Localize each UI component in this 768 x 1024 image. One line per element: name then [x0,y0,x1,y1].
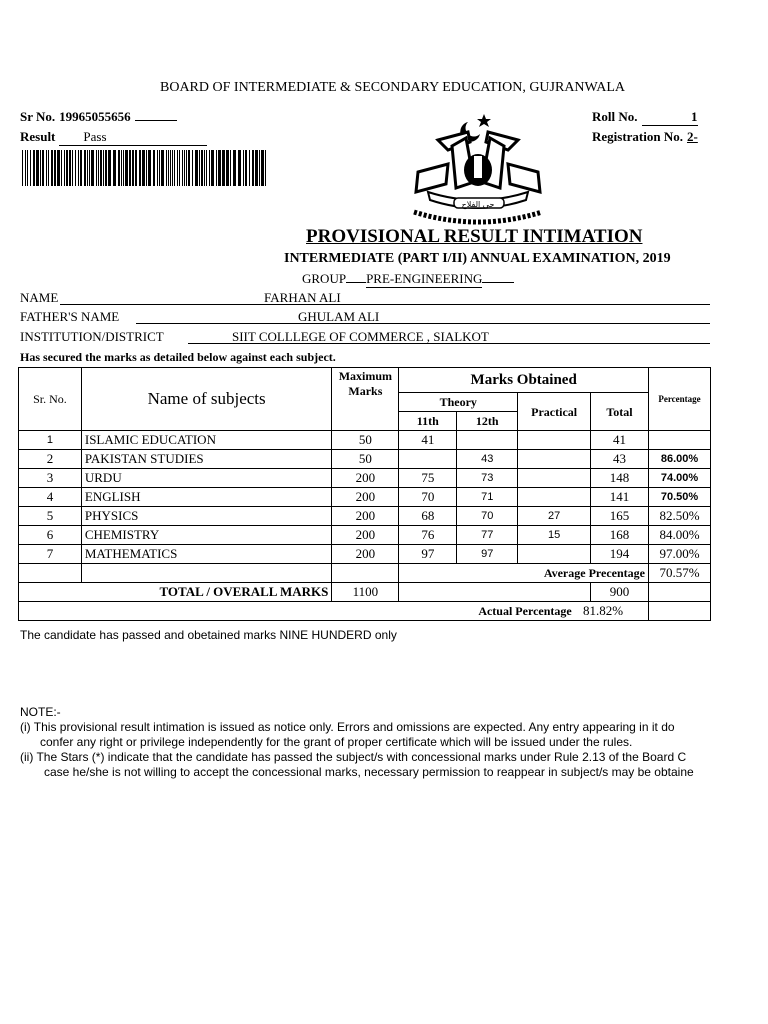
cell-percentage: 86.00% [648,450,710,469]
cell-percentage: 97.00% [648,545,710,564]
cell-sr-no: 2 [19,450,82,469]
group-line-left [346,282,366,283]
cell-percentage: 70.50% [648,488,710,507]
barcode-bar [61,150,62,186]
barcode-bar [216,150,217,186]
barcode-bar [249,150,250,186]
barcode-bar [179,150,180,186]
barcode-bar [230,150,231,186]
name-line [60,304,710,305]
barcode-bar [69,150,71,186]
roll-label: Roll No. [592,109,638,124]
barcode-bar [89,150,90,186]
total-pct-blank [648,583,710,602]
cell-sr-no: 6 [19,526,82,545]
cell-theory-12th: 77 [457,526,518,545]
total-blank [399,583,591,602]
cell-total: 148 [591,469,649,488]
name-value: FARHAN ALI [264,290,341,305]
result-label: Result [20,129,56,144]
cell-max-marks: 50 [332,431,399,450]
cell-theory-12th: 43 [457,450,518,469]
barcode-bar [22,150,23,186]
cell-theory-11th [399,450,457,469]
table-row [19,526,711,545]
barcode-bar [161,150,164,186]
notes-section [20,705,710,780]
barcode-bar [238,150,241,186]
barcode-bar [91,150,94,186]
passed-statement: The candidate has passed and obetained marks NINE HUNDERD only [20,628,397,642]
total-obtained: 900 [591,583,649,602]
father-label: FATHER'S NAME [20,309,120,324]
barcode-bar [57,150,60,186]
barcode-bar [201,150,203,186]
cell-theory-11th: 68 [399,507,457,526]
average-blank-1 [19,564,82,583]
actual-blank [648,602,710,621]
barcode-bar [25,150,26,186]
barcode-bar [218,150,221,186]
barcode-bar [75,150,76,186]
secured-text: Has secured the marks as detailed below against each subject. [20,350,336,364]
board-logo [408,112,548,230]
barcode-bar [255,150,258,186]
header-subject: Name of subjects [81,368,332,431]
cell-max-marks: 200 [332,507,399,526]
header-max-marks: Maximum Marks [332,368,399,431]
barcode-bar [36,150,39,186]
barcode-bar [177,150,178,186]
cell-practical: 15 [518,526,591,545]
header-practical: Practical [518,393,591,431]
barcode-bar [174,150,175,186]
barcode-bar [78,150,79,186]
barcode-bar [192,150,193,186]
average-value: 70.57% [648,564,710,583]
barcode-bar [103,150,104,186]
barcode-bar [166,150,167,186]
cell-subject: ENGLISH [81,488,332,507]
barcode-bar [186,150,187,186]
cell-theory-12th [457,431,518,450]
barcode-bar [118,150,120,186]
barcode-bar [146,150,147,186]
barcode-bar [204,150,205,186]
cell-practical [518,469,591,488]
actual-cell [19,602,649,621]
barcode-bar [243,150,244,186]
barcode-bar [84,150,86,186]
notes-heading: NOTE:- [20,705,61,719]
barcode-bar [64,150,65,186]
barcode-bar [105,150,107,186]
cell-theory-12th: 73 [457,469,518,488]
barcode-bar [121,150,122,186]
cell-percentage: 82.50% [648,507,710,526]
cell-sr-no: 3 [19,469,82,488]
cell-theory-11th: 97 [399,545,457,564]
barcode-bar [168,150,169,186]
barcode-bar [148,150,151,186]
table-row [19,507,711,526]
actual-value: 81.82% [582,603,624,618]
table-row [19,545,711,564]
cell-subject: PAKISTAN STUDIES [81,450,332,469]
registration-value: 2- [687,129,698,144]
barcode-bar [222,150,225,186]
barcode-bar [40,150,41,186]
cell-theory-11th: 70 [399,488,457,507]
barcode-bar [135,150,137,186]
cell-subject: CHEMISTRY [81,526,332,545]
cell-practical [518,431,591,450]
group-line-right [482,282,514,283]
header-sr-no: Sr. No. [19,368,82,431]
cell-practical [518,545,591,564]
cell-sr-no: 1 [19,431,82,450]
barcode-bar [46,150,47,186]
marks-table [18,367,711,621]
average-blank-2 [81,564,332,583]
total-row [19,583,711,602]
cell-max-marks: 200 [332,469,399,488]
result-value: Pass [59,129,207,146]
barcode-bar [42,150,44,186]
result-row [20,128,207,146]
father-value: GHULAM ALI [298,309,380,324]
table-row [19,488,711,507]
total-max: 1100 [332,583,399,602]
cell-total: 165 [591,507,649,526]
cell-max-marks: 200 [332,545,399,564]
barcode-bar [172,150,173,186]
sr-no-row [20,108,177,126]
group-label: GROUP [302,271,347,286]
table-row [19,431,711,450]
cell-max-marks: 200 [332,488,399,507]
barcode-bar [54,150,56,186]
header-percentage: Percentage [648,368,710,431]
barcode-bar [211,150,214,186]
table-row [19,450,711,469]
cell-theory-11th: 41 [399,431,457,450]
exam-subtitle: INTERMEDIATE (PART I/II) ANNUAL EXAMINATION, 2019 [284,251,671,266]
cell-sr-no: 5 [19,507,82,526]
barcode-bar [72,150,73,186]
cell-theory-12th: 97 [457,545,518,564]
barcode-bar [259,150,260,186]
group-row [302,271,514,288]
cell-total: 141 [591,488,649,507]
cell-sr-no: 4 [19,488,82,507]
barcode-bar [188,150,190,186]
barcode-bar [226,150,229,186]
actual-row [19,602,711,621]
registration-row [592,128,698,146]
barcode-bar [184,150,185,186]
cell-subject: MATHEMATICS [81,545,332,564]
barcode-bar [129,150,131,186]
cell-theory-12th: 70 [457,507,518,526]
cell-total: 168 [591,526,649,545]
barcode-bar [87,150,88,186]
board-name: BOARD OF INTERMEDIATE & SECONDARY EDUCATION, GUJRANWALA [160,80,625,95]
cell-theory-11th: 76 [399,526,457,545]
barcode-bar [157,150,158,186]
cell-subject: ISLAMIC EDUCATION [81,431,332,450]
barcode-bar [96,150,97,186]
barcode-bar [108,150,111,186]
barcode-bar [265,150,266,186]
note-2-line-2: case he/she is not willing to accept the concessional marks, necessary permission to reappear in subject/s may be obtaine [44,765,694,779]
header-theory: Theory [399,393,518,412]
cell-total: 41 [591,431,649,450]
barcode-bar [209,150,210,186]
barcode-bar [159,150,160,186]
note-1-line-2: confer any right or privilege independently for the grant of proper certificate which will be issued under the rules. [40,735,633,749]
barcode-bar [252,150,254,186]
barcode-bar [30,150,31,186]
name-row [20,290,710,308]
sr-no-line [135,120,177,121]
header-marks-obtained: Marks Obtained [399,368,649,393]
cell-practical [518,488,591,507]
cell-theory-11th: 75 [399,469,457,488]
registration-label: Registration No. [592,129,683,144]
barcode-bar [195,150,198,186]
cell-percentage [648,431,710,450]
barcode-bar [206,150,207,186]
average-label: Average Precentage [399,564,649,583]
barcode-bar [233,150,236,186]
logo-motto: حی الفلاح [461,200,495,209]
barcode-bar [113,150,116,186]
note-1-line-1: (i) This provisional result intimation is issued as notice only. Errors and omissions are expected. Any entry appearing in it do [20,720,675,734]
average-row [19,564,711,583]
cell-max-marks: 200 [332,526,399,545]
sr-no-value: 19965055656 [59,109,131,124]
subject-rows [19,431,711,564]
header-total: Total [591,393,649,431]
barcode-bar [139,150,141,186]
cell-total: 43 [591,450,649,469]
roll-row [592,108,698,126]
barcode-bar [261,150,264,186]
average-blank-3 [332,564,399,583]
barcode-bar [153,150,155,186]
cell-theory-12th: 71 [457,488,518,507]
barcode-bar [33,150,35,186]
cell-subject: PHYSICS [81,507,332,526]
table-header-row-1 [19,368,711,393]
barcode-bar [51,150,53,186]
institution-row [20,329,710,347]
name-label: NAME [20,290,59,305]
barcode-bar [182,150,183,186]
barcode-bar [132,150,134,186]
barcode-bar [98,150,99,186]
father-row [20,309,710,327]
cell-subject: URDU [81,469,332,488]
father-line [136,323,710,324]
note-2-line-1: (ii) The Stars (*) indicate that the candidate has passed the subject/s with concessional marks under Rule 2.13 of the Board C [20,750,687,764]
barcode-bar [80,150,82,186]
institution-label: INSTITUTION/DISTRICT [20,329,164,344]
cell-percentage: 84.00% [648,526,710,545]
barcode-bar [199,150,200,186]
roll-value: 1 [642,109,698,126]
sr-no-label: Sr No. [20,109,56,124]
total-label: TOTAL / OVERALL MARKS [19,583,332,602]
cell-max-marks: 50 [332,450,399,469]
header-12th: 12th [457,412,518,431]
barcode-bar [66,150,68,186]
barcode-bar [245,150,247,186]
cell-practical [518,450,591,469]
cell-total: 194 [591,545,649,564]
cell-practical: 27 [518,507,591,526]
barcode-bar [170,150,171,186]
group-value: PRE-ENGINEERING [366,271,483,286]
cell-sr-no: 7 [19,545,82,564]
barcode-bar [123,150,124,186]
barcode-bar [100,150,102,186]
barcode-bar [48,150,49,186]
header-11th: 11th [399,412,457,431]
page-title: PROVISIONAL RESULT INTIMATION [306,226,643,247]
table-row [19,469,711,488]
barcode-bar [27,150,28,186]
barcode-bar [125,150,128,186]
barcode-bar [142,150,145,186]
actual-label: Actual Percentage [478,604,572,618]
cell-percentage: 74.00% [648,469,710,488]
institution-value: SIIT COLLLEGE OF COMMERCE , SIALKOT [232,329,489,344]
barcode [22,150,266,186]
